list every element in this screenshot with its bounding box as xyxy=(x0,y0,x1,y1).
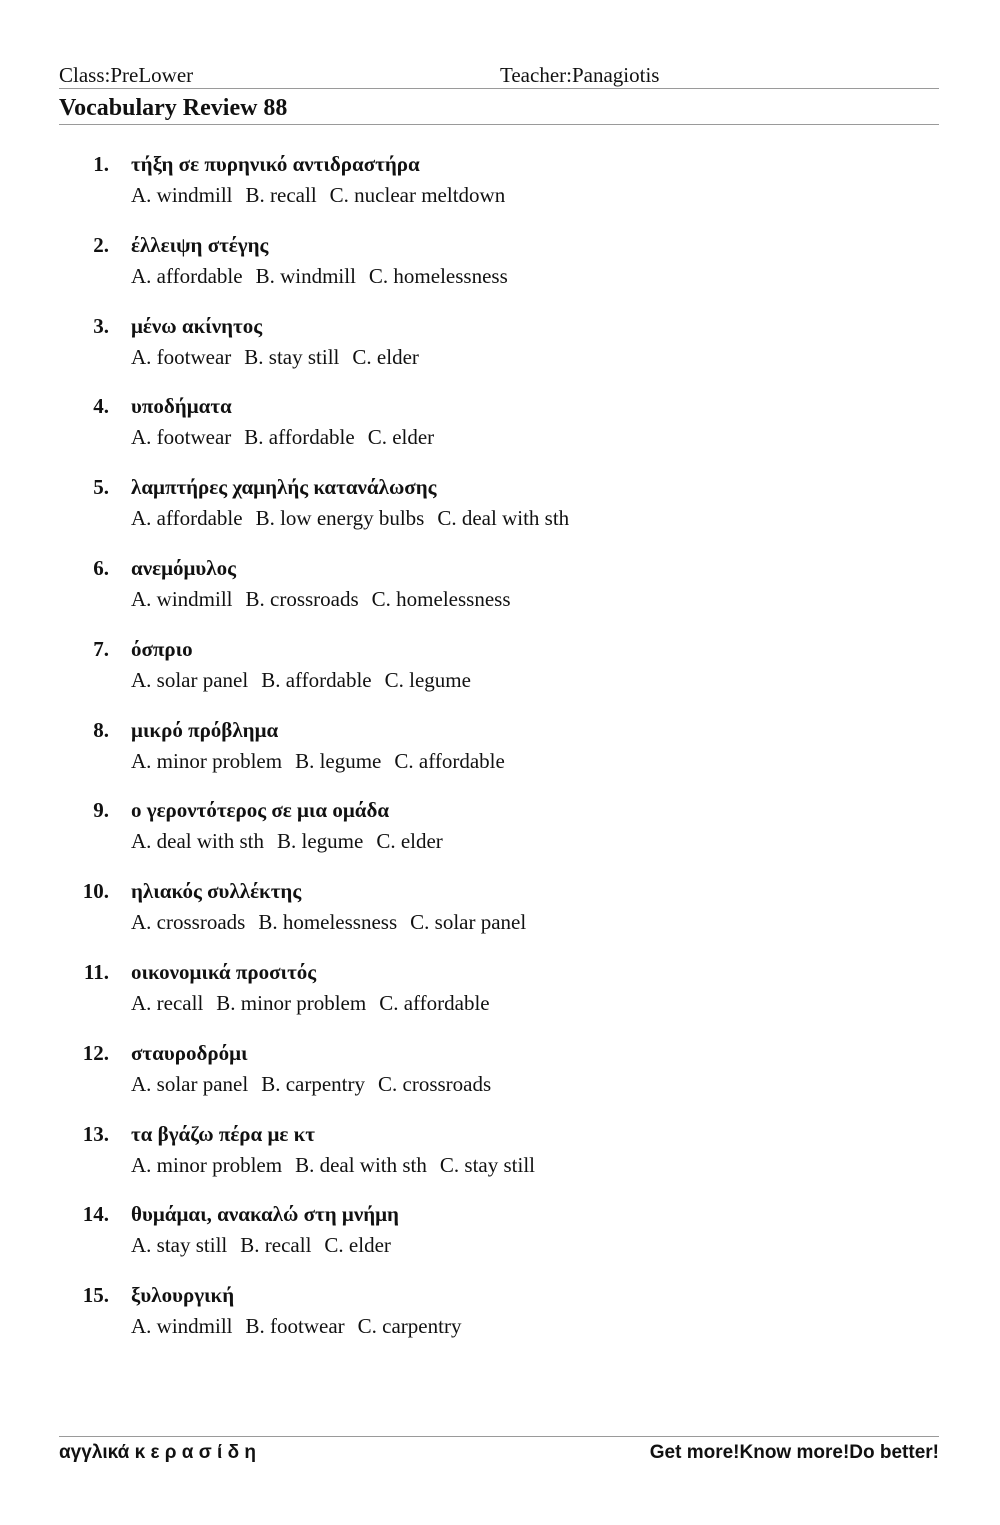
question-item xyxy=(0,1116,1000,1197)
answer-option[interactable]: C. solar panel xyxy=(410,910,527,935)
class-label: Class:PreLower xyxy=(59,63,194,87)
question-number: 6. xyxy=(93,555,109,580)
question-prompt: ηλιακός συλλέκτης xyxy=(131,879,302,904)
question-number: 2. xyxy=(93,232,109,257)
answer-option[interactable]: A. recall xyxy=(131,990,204,1015)
question-number: 14. xyxy=(82,1202,109,1227)
answer-options xyxy=(131,182,518,208)
answer-option[interactable]: B. homelessness xyxy=(258,910,398,935)
question-item xyxy=(0,227,1000,308)
answer-option[interactable]: A. stay still xyxy=(131,1233,228,1258)
question-number: 13. xyxy=(82,1121,109,1146)
header-divider xyxy=(59,88,939,89)
question-number: 5. xyxy=(93,475,109,500)
answer-option[interactable]: A. windmill xyxy=(131,586,233,611)
question-item xyxy=(0,146,1000,227)
question-item xyxy=(0,712,1000,793)
answer-option[interactable]: C. elder xyxy=(324,1233,391,1258)
question-list xyxy=(0,146,1000,1358)
answer-option[interactable]: B. footwear xyxy=(245,1314,345,1339)
question-number: 10. xyxy=(82,879,109,904)
answer-option[interactable]: A. affordable xyxy=(131,506,243,531)
question-item xyxy=(0,308,1000,389)
question-prompt: ο γεροντότερος σε μια ομάδα xyxy=(131,798,390,823)
answer-options xyxy=(131,828,456,854)
worksheet-title: Vocabulary Review 88 xyxy=(59,95,288,121)
answer-option[interactable]: A. solar panel xyxy=(131,1071,249,1096)
teacher-label: Teacher:Panagiotis xyxy=(500,63,660,87)
footer-brand: αγγλικά κ ε ρ α σ ί δ η xyxy=(59,1442,256,1463)
question-number: 11. xyxy=(83,959,109,984)
answer-option[interactable]: B. windmill xyxy=(255,263,356,288)
answer-option[interactable]: B. recall xyxy=(245,183,317,207)
answer-option[interactable]: B. crossroads xyxy=(245,586,359,611)
question-prompt: τα βγάζω πέρα με κτ xyxy=(131,1121,315,1146)
answer-options xyxy=(131,1313,474,1339)
question-prompt: μένω ακίνητος xyxy=(131,313,263,338)
answer-options xyxy=(131,667,484,693)
answer-options xyxy=(131,990,503,1016)
question-number: 4. xyxy=(93,394,109,419)
question-number: 9. xyxy=(93,798,109,823)
question-number: 15. xyxy=(82,1283,109,1308)
answer-option[interactable]: A. crossroads xyxy=(131,910,246,935)
answer-option[interactable]: A. minor problem xyxy=(131,1152,283,1177)
answer-options xyxy=(131,344,432,370)
answer-option[interactable]: A. footwear xyxy=(131,425,232,450)
answer-options xyxy=(131,748,518,774)
answer-option[interactable]: C. nuclear meltdown xyxy=(329,183,506,207)
question-item xyxy=(0,792,1000,873)
question-number: 1. xyxy=(93,152,109,176)
answer-option[interactable]: C. homelessness xyxy=(368,263,508,288)
answer-option[interactable]: C. crossroads xyxy=(378,1071,492,1096)
question-prompt: οικονομικά προσιτός xyxy=(131,959,317,984)
question-prompt: έλλειψη στέγης xyxy=(131,232,269,257)
question-prompt: ξυλουργική xyxy=(131,1283,235,1308)
answer-option[interactable]: C. legume xyxy=(384,667,471,692)
answer-option[interactable]: B. legume xyxy=(276,829,364,854)
question-number: 12. xyxy=(82,1040,109,1065)
answer-option[interactable]: B. recall xyxy=(240,1233,312,1258)
answer-option[interactable]: B. stay still xyxy=(244,344,340,369)
answer-option[interactable]: A. windmill xyxy=(131,183,233,207)
question-item xyxy=(0,1196,1000,1277)
question-number: 7. xyxy=(93,636,109,661)
worksheet-footer xyxy=(59,1441,939,1465)
question-item xyxy=(0,631,1000,712)
answer-options xyxy=(131,424,447,450)
answer-option[interactable]: B. carpentry xyxy=(261,1071,366,1096)
answer-option[interactable]: C. elder xyxy=(352,344,419,369)
question-number: 3. xyxy=(93,313,109,338)
question-prompt: μικρό πρόβλημα xyxy=(131,717,279,742)
question-item xyxy=(0,469,1000,550)
footer-slogan: Get more!Know more!Do better! xyxy=(649,1442,939,1463)
answer-options xyxy=(131,263,521,289)
question-item xyxy=(0,1035,1000,1116)
answer-option[interactable]: C. stay still xyxy=(439,1152,535,1177)
question-item xyxy=(0,550,1000,631)
answer-option[interactable]: A. deal with sth xyxy=(131,829,264,854)
answer-options xyxy=(131,909,539,935)
answer-option[interactable]: B. legume xyxy=(295,748,382,773)
answer-option[interactable]: A. solar panel xyxy=(131,667,249,692)
answer-option[interactable]: C. deal with sth xyxy=(437,506,570,531)
question-item xyxy=(0,1277,1000,1358)
question-item xyxy=(0,873,1000,954)
question-prompt: υποδήματα xyxy=(131,394,232,419)
worksheet-header xyxy=(59,62,939,88)
question-item xyxy=(0,388,1000,469)
title-divider xyxy=(59,124,939,125)
answer-option[interactable]: B. deal with sth xyxy=(295,1152,427,1177)
answer-option[interactable]: C. affordable xyxy=(379,990,490,1015)
question-prompt: θυμάμαι, ανακαλώ στη μνήμη xyxy=(131,1202,399,1227)
question-prompt: λαμπτήρες χαμηλής κατανάλωσης xyxy=(131,475,437,500)
answer-options xyxy=(131,586,524,612)
answer-option[interactable]: C. homelessness xyxy=(371,586,511,611)
answer-option[interactable]: A. affordable xyxy=(131,263,243,288)
question-prompt: σταυροδρόμι xyxy=(131,1040,248,1065)
answer-option[interactable]: C. carpentry xyxy=(357,1314,462,1339)
question-number: 8. xyxy=(93,717,109,742)
answer-option[interactable]: C. elder xyxy=(367,425,435,450)
answer-option[interactable]: C. elder xyxy=(376,829,443,854)
answer-options xyxy=(131,505,582,531)
question-prompt: τήξη σε πυρηνικό αντιδραστήρα xyxy=(131,152,420,176)
answer-options xyxy=(131,1232,404,1258)
answer-option[interactable]: A. footwear xyxy=(131,344,232,369)
question-item xyxy=(0,954,1000,1035)
answer-options xyxy=(131,1071,504,1097)
answer-option[interactable]: B. low energy bulbs xyxy=(255,506,425,531)
answer-option[interactable]: B. minor problem xyxy=(216,990,367,1015)
answer-option[interactable]: B. affordable xyxy=(261,667,372,692)
question-prompt: ανεμόμυλος xyxy=(131,555,236,580)
answer-option[interactable]: B. affordable xyxy=(244,425,355,450)
answer-option[interactable]: A. windmill xyxy=(131,1314,233,1339)
answer-option[interactable]: C. affordable xyxy=(394,748,505,773)
answer-options xyxy=(131,1152,548,1178)
answer-option[interactable]: A. minor problem xyxy=(131,748,283,773)
question-prompt: όσπριο xyxy=(131,636,193,661)
footer-divider xyxy=(59,1436,939,1437)
